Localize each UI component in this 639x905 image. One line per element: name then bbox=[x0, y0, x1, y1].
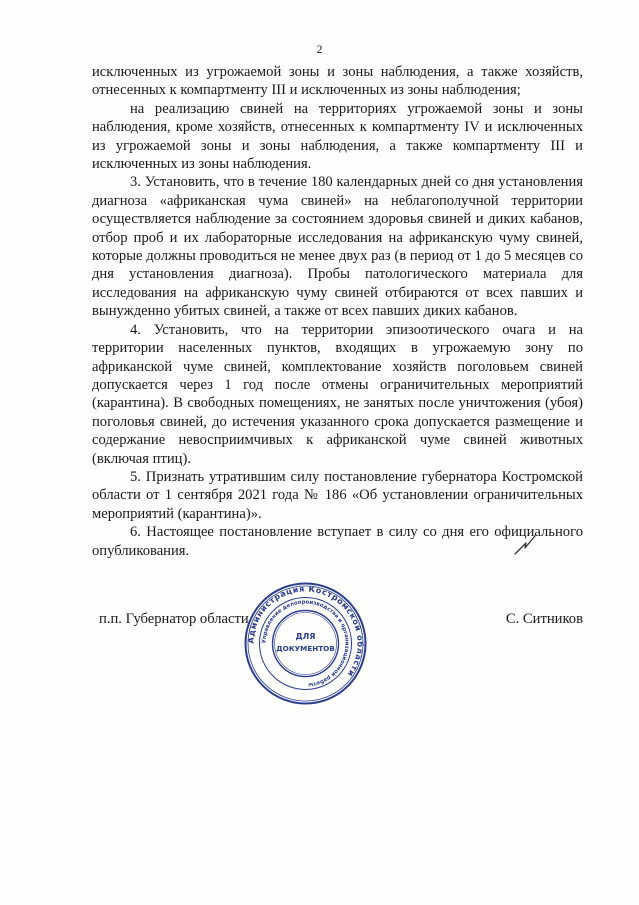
paragraph-item-5: 5. Признать утратившим силу постановление губернатора Костромской области от 1 сентября 2021 года № 186 «Об установлении ограничительных мероприятий (карантина)». bbox=[92, 468, 583, 522]
signatory-name: С. Ситников bbox=[505, 611, 583, 627]
paragraph-continuation: исключенных из угрожаемой зоны и зоны наблюдения, а также хозяйств, отнесенных к компартменту III и исключенных из зоны наблюдения; bbox=[92, 64, 583, 99]
signatory-position: п.п. Губернатор области bbox=[99, 611, 249, 627]
paragraph-sale-of-pigs: на реализацию свиней на территориях угрожаемой зоны и зоны наблюдения, кроме хозяйств, отнесенных к компартменту IV и исключенных из угрожаемой зоны и зоны наблюдения, а также компартменту III и исключенных из зоны наблюдения. bbox=[92, 100, 583, 173]
document-body bbox=[92, 63, 583, 560]
paragraph-item-3: 3. Установить, что в течение 180 календарных дней со дня установления диагноза «африканская чума свиней» на неблагополучной территории осуществляется наблюдение за состоянием здоровья свиней и диких кабанов, отбор проб и их лабораторные исследования на африканскую чуму свиней, которые должны проводиться не менее двух раз (в период от 1 до 5 месяцев со дня установления диагноза). Пробы патологического материала для исследования на африканскую чуму свиней отбираются от всех павших и вынужденно убитых свиней, а также от всех павших диких кабанов. bbox=[92, 174, 583, 320]
paragraph-item-6: 6. Настоящее постановление вступает в силу со дня его официального опубликования. bbox=[92, 524, 583, 559]
page-number: 2 bbox=[316, 42, 323, 56]
seal-outer-text: Администрация Костромской области bbox=[246, 584, 365, 679]
handwritten-mark bbox=[512, 534, 538, 556]
official-seal bbox=[243, 581, 368, 706]
seal-inner-text: Управление делопроизводства и организационной работы bbox=[261, 599, 350, 688]
paragraph-item-4: 4. Установить, что на территории эпизоотического очага и на территории населенных пунктов, входящих в угрожаемую зону по африканской чуме свиней, комплектование хозяйств поголовьем свиней допускается через 1 год после отмены ограничительных мероприятий (карантина). В свободных помещениях, не занятых после уничтожения (убоя) поголовья свиней, до истечения указанного срока допускается размещение и содержание невосприимчивых к африканской чуме свиней животных (включая птиц). bbox=[92, 321, 583, 467]
seal-center-line2: ДОКУМЕНТОВ bbox=[276, 644, 335, 653]
seal-center-line1: ДЛЯ bbox=[295, 632, 316, 641]
